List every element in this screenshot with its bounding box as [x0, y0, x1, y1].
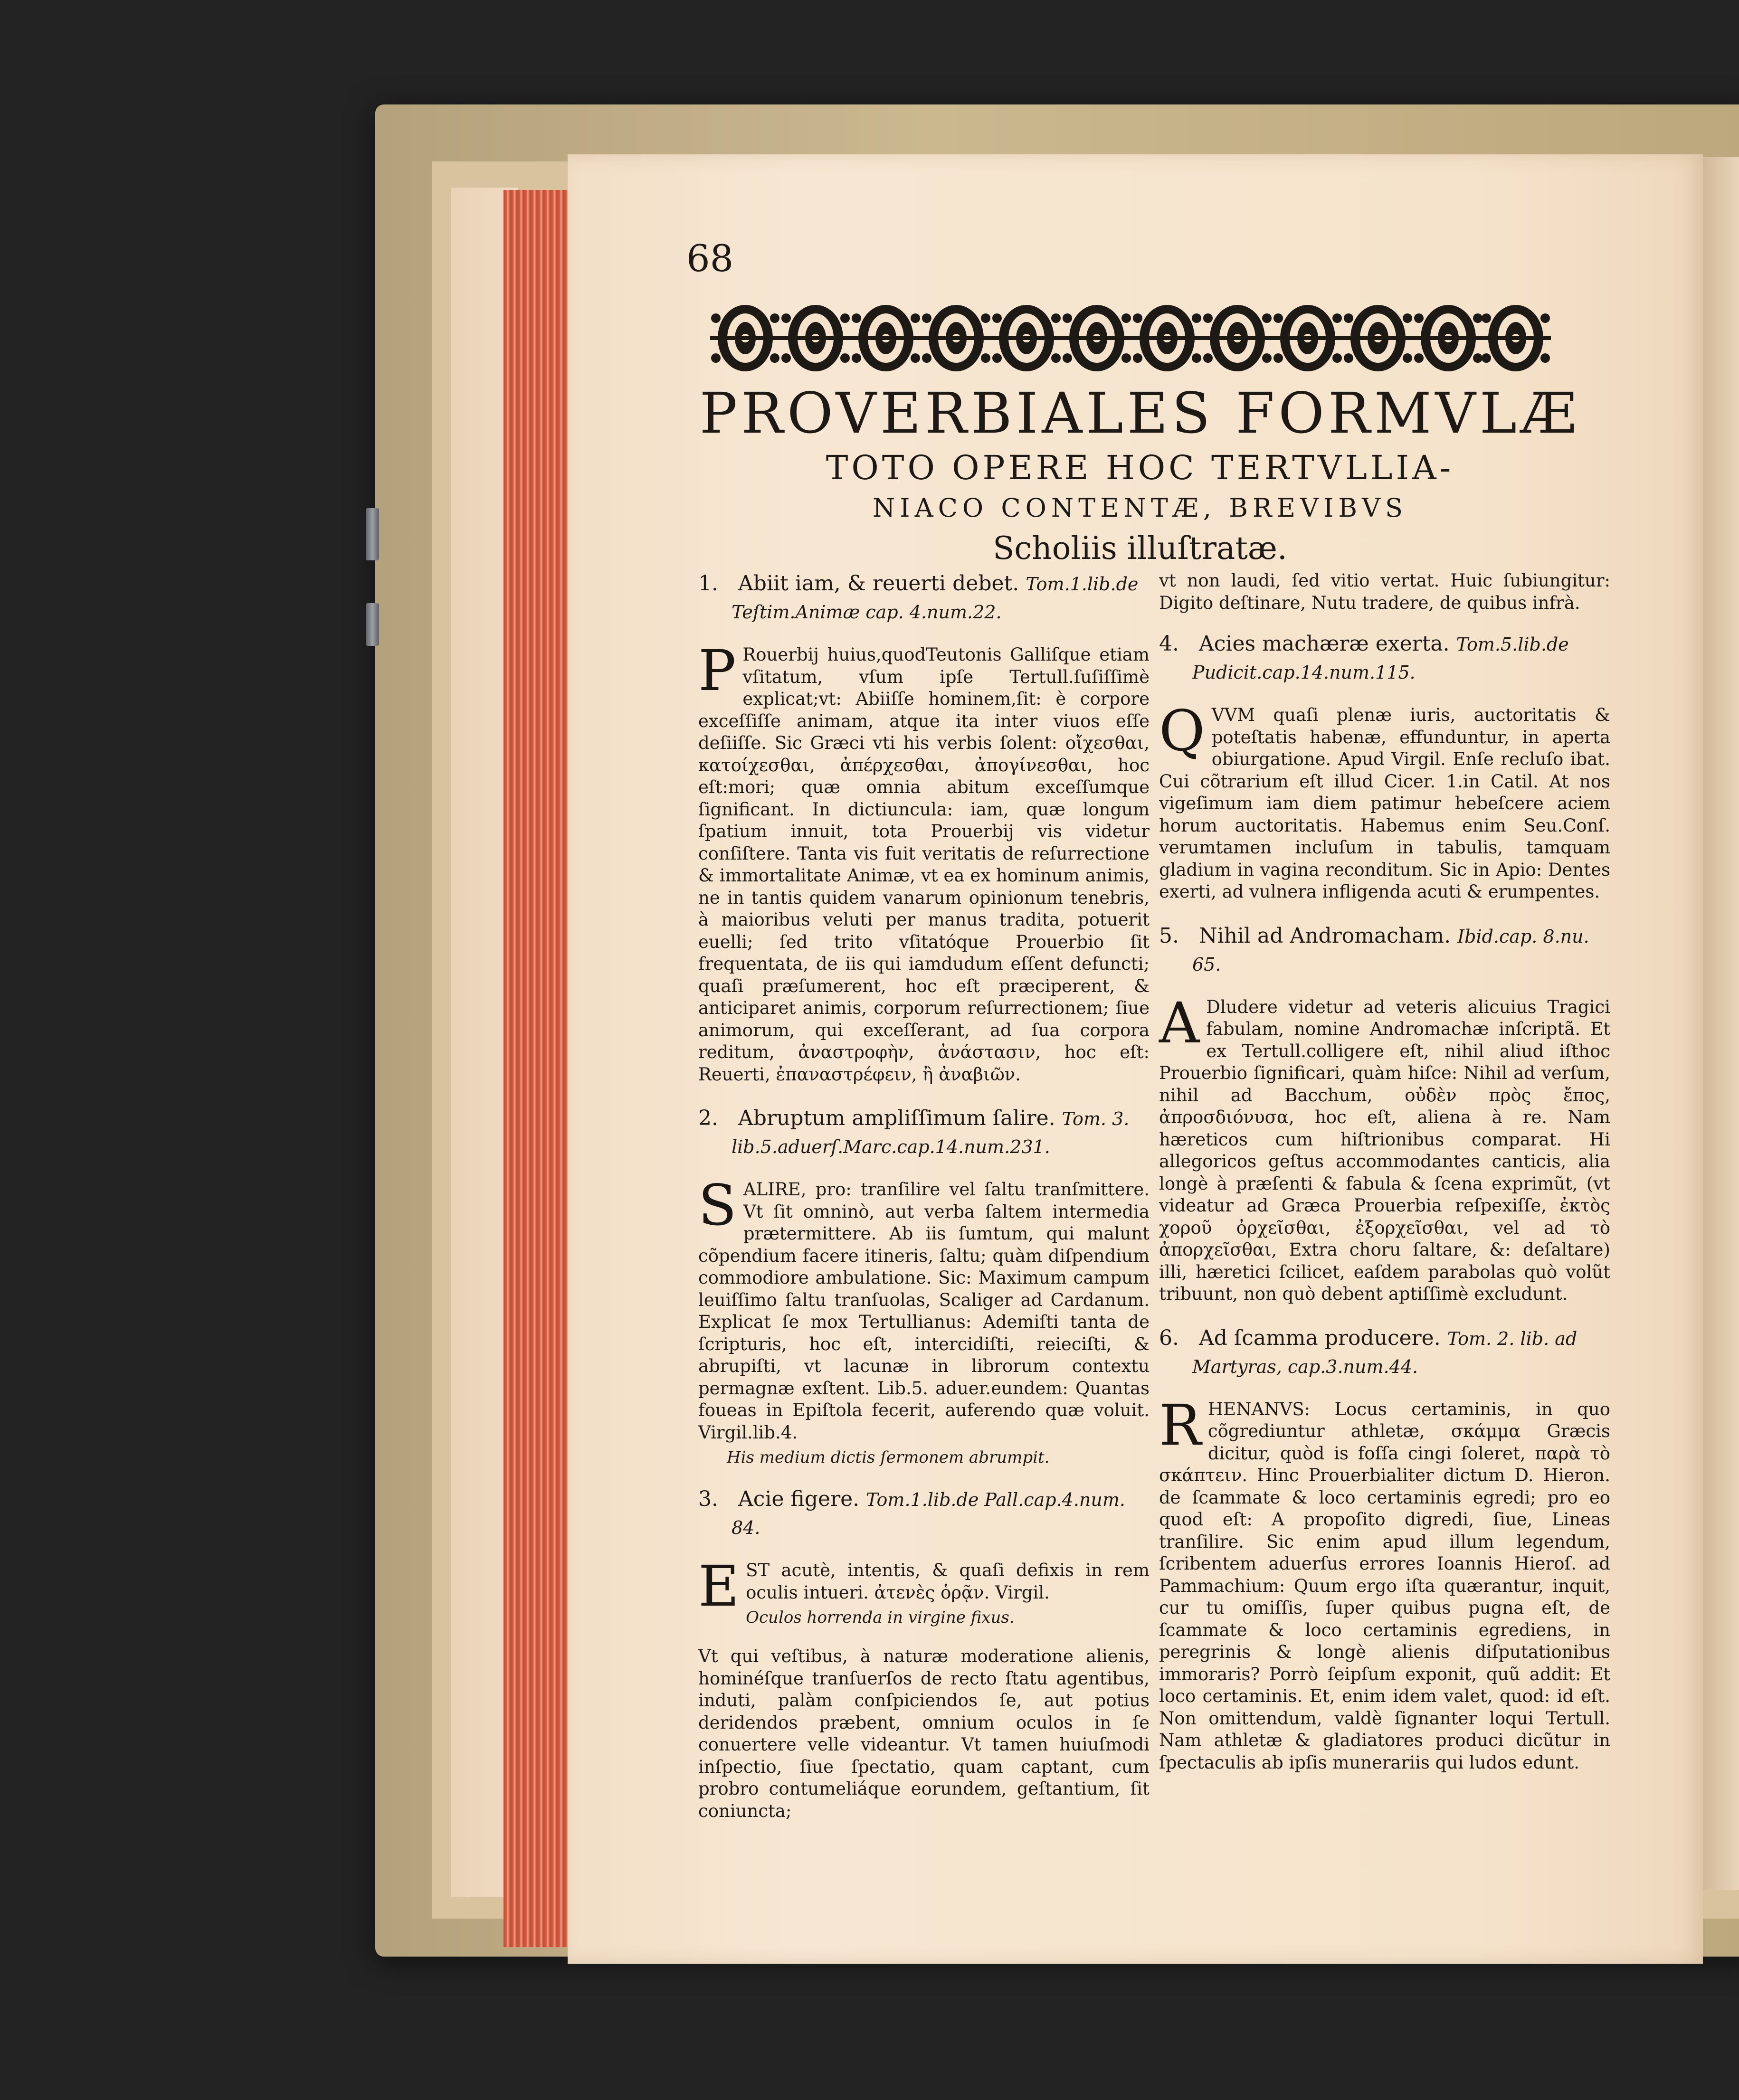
entry-heading: [1159, 922, 1610, 978]
title-block: [684, 380, 1596, 570]
drop-cap: E: [698, 1553, 740, 1619]
verse-quote: His medium dictis ſermonem abrumpit.: [727, 1448, 1050, 1467]
continued-text: vt non laudi, ſed vitio vertat. Huic ſubiungitur: Digito deſtinare, Nutu tradere, de quibus infrà.: [1159, 570, 1610, 613]
entry-reference: Tom. 2. lib. ad Martyras, cap.3.num.44.: [1192, 1328, 1577, 1377]
verse-quote: Oculos horrenda in virgine fixus.: [746, 1608, 1015, 1627]
entry-text: ST acutè, intentis, & quaſi defixis in rem oculis intueri. ἀτενὲς ὁρᾷν. Virgil.: [746, 1560, 1150, 1603]
entry-number: 5.: [1159, 923, 1179, 948]
entry-title: Acies machæræ exerta.: [1199, 632, 1450, 656]
entry-number: 6.: [1159, 1325, 1179, 1350]
entry-text: ALIRE, pro: tranſilire vel ſaltu tranſmittere. Vt ſit omninò, aut verba ſaltem intermedia prætermittere. Ab iis ſumtum, qui malunt cõpendium facere itineris, ſaltu; quàm diſpendium commodiore ambulatione. Sic: Maximum campum leuiſſimo ſaltu tranſuolas, Scaliger ad Cardanum. Explicat ſe mox Tertullianus: Ademiſti tanta de ſcripturis, hoc eſt, intercidiſti, reieciſti, & abrupiſti, vt lacunæ in librorum contextu permagnæ exſtent. Lib.5. aduer.eundem: Quantas foueas in Epiſtola fecerit, auferendo quæ voluit. Virgil.lib.4.: [698, 1179, 1150, 1443]
entry-body: [698, 638, 1150, 1086]
clasp-icon: [366, 603, 379, 646]
right-column: [1159, 570, 1610, 1793]
left-column: [698, 570, 1150, 1838]
entry-number: 3.: [698, 1487, 718, 1511]
entry-title: Abruptum ampliſſimum ſalire.: [738, 1106, 1055, 1130]
page-number: 68: [686, 237, 734, 280]
drop-cap: P: [698, 638, 736, 703]
title-line-3: NIACO CONTENTÆ, BREVIBVS: [872, 493, 1408, 523]
entry-number: 2.: [698, 1106, 718, 1130]
entry-heading: [1159, 630, 1610, 686]
headpiece-ornament-icon: [710, 299, 1551, 378]
entry-body: [1159, 990, 1610, 1305]
entry-heading: [698, 1105, 1150, 1161]
entry-text-continued: Vt qui veſtibus, à naturæ moderatione alienis, hominéſque tranſuerſos de recto ſtatu agentibus, induti, palàm conſpiciendos ſe, aut potius deridendos præbent, omnium oculos in ſe conuertere velle videantur. Vt tamen huiuſmodi inſpectio, ſiue ſpectatio, quam captant, cum probro contumeliáque eorundem, geſtantium, ſit coniuncta;: [698, 1646, 1150, 1821]
drop-cap: Q: [1159, 698, 1205, 764]
entry-reference: Tom. 3. lib.5.aduerſ.Marc.cap.14.num.231.: [732, 1108, 1130, 1157]
entry-body: [698, 1173, 1150, 1444]
entry-reference: Tom.1.lib.de Pall.cap.4.num. 84.: [732, 1489, 1125, 1538]
entry-heading: [698, 1485, 1150, 1542]
entry-reference: Ibid.cap. 8.nu. 65.: [1192, 926, 1589, 975]
entry-text: Rouerbij huius,quodTeutonis Galliſque etiam vſitatum, vſum ipſe Tertull.ſuſiſſimè explicat;vt: Abiiſſe hominem,ſit: è corpore exceſſiſſe animam, atque ita inter viuos eſſe deſiiſſe. Sic Græci vti his verbis ſolent: οἴχεσθαι, κατοίχεσθαι, ἀπέρχεσθαι, ἀπογίνεσθαι, hoc eſt:mori; quæ omnia abitum exceſſumque ſignificant. In dictiuncula: iam, quæ longum ſpatium innuit, tota Prouerbij vis videtur conſiſtere. Tanta vis fuit veritatis de reſurrectione & immortalitate Animæ, vt ea ex hominum animis, ne in tantis quidem vanarum opinionum tenebris, à maioribus veluti per manus tradita, potuerit euelli; ſed trito vſitatóque Prouerbio ſit frequentata, de iis qui iamdudum eſſent defuncti; quaſi præſumerent, hoc eſt præciperent, & anticiparet animis, corporum reſurrectionem; ſiue animorum, qui exceſſerant, ad ſua corpora reditum, ἀναστροφὴν, ἀνάστασιν, hoc eſt: Reuerti, ἐπαναστρέφειν, ἢ ἀναβιῶν.: [698, 644, 1150, 1085]
drop-cap: A: [1159, 990, 1200, 1056]
entry-title: Ad ſcamma producere.: [1199, 1325, 1441, 1350]
entry-text: VVM quaſi plenæ iuris, auctoritatis & poteſtatis habenæ, effunduntur, in aperta obiurgatione. Apud Virgil. Enſe recluſo ibat. Cui cõtrarium eſt illud Cicer. 1.in Catil. At nos vigeſimum iam diem patimur hebeſcere aciem horum auctoritatis. Habemus enim Seu.Conſ. verumtamen incluſum in tabulis, tamquam gladium in vagina reconditum. Sic in Apio: Dentes exerti, ad vulnera infligenda acuti & erumpentes.: [1159, 705, 1610, 902]
entry-heading: [1159, 1324, 1610, 1381]
entry-body: [1159, 698, 1610, 903]
clasp-icon: [366, 508, 379, 560]
entry-title: Acie figere.: [738, 1487, 860, 1511]
title-line-4: Scholiis illuſtratæ.: [993, 530, 1287, 567]
drop-cap: R: [1159, 1392, 1201, 1458]
entry-title: Nihil ad Andromacham.: [1199, 923, 1451, 948]
entry-heading: [698, 570, 1150, 626]
entry-body: [1159, 1392, 1610, 1774]
entry-reference: Tom.5.lib.de Pudicit.cap.14.num.115.: [1192, 634, 1569, 683]
title-line-1: PROVERBIALES FORMVLÆ: [699, 380, 1581, 446]
title-line-2: TOTO OPERE HOC TERTVLLIA-: [826, 448, 1454, 487]
entry-text: Dludere videtur ad veteris alicuius Tragici fabulam, nomine Andromachæ inſcriptã. Et ex Tertull.colligere eſt, nihil aliud iſthoc Prouerbio ſignificari, quàm hiſce: Nihil ad verſum, nihil ad Bacchum, οὐδὲν πρὸς ἔπος, ἀπροσδιόνυσα, hoc eſt, aliena à re. Nam hæreticos cum hiſtrionibus comparat. Hi allegoricos geſtus accommodantes canticis, alia longè à præſenti & fabula & ſcena exprimũt, (vt videatur ad Græca Prouerbia reſpexiſſe, ἐκτὸς χοροῦ ὀρχεῖσθαι, ἐξορχεῖσθαι, vel ad τὸ ἀπορχεῖσθαι, Extra choru ſaltare, &: deſaltare) illi, hæretici ſcilicet, eaſdem parabolas quò volũt tribuunt, non quò debent aptiſſimè excludunt.: [1159, 996, 1610, 1304]
entry-text: HENANVS: Locus certaminis, in quo cõgrediuntur athletæ, σκάμμα Græcis dicitur, quòd is foſſa cingi ſoleret, παρὰ τὸ σκάπτειν. Hinc Prouerbialiter dictum D. Hieron. de ſcammate & loco certaminis egredi; pro eo quod eſt: A propoſito digredi, ſiue, Lineas tranſilire. Sic enim apud illum legendum, ſcribentem aduerſus errores Ioannis Hieroſ. ad Pammachium: Quum ergo iſta quærantur, inquit, cur tu omiſſis, ſuper quibus pugna eſt, de ſcammate & loco certaminis egrediens, in peregrinis & longè alienis diſputationibus immoraris? Porrò ſeipſum exponit, quũ addit: Et loco certaminis. Et, enim idem valet, quod: id eſt. Non omittendum, valdè ſignanter loqui Tertull. Nam athletæ & gladiatores produci dicũtur in ſpectaculis ab ipſis munerariis qui ludos edunt.: [1159, 1399, 1610, 1773]
drop-cap: S: [698, 1173, 737, 1238]
entry-number: 4.: [1159, 632, 1179, 656]
entry-number: 1.: [698, 571, 718, 596]
entry-reference: Tom.1.lib.de Teſtim.Animæ cap. 4.num.22.: [732, 574, 1139, 623]
entry-title: Abiit iam, & reuerti debet.: [738, 571, 1019, 596]
